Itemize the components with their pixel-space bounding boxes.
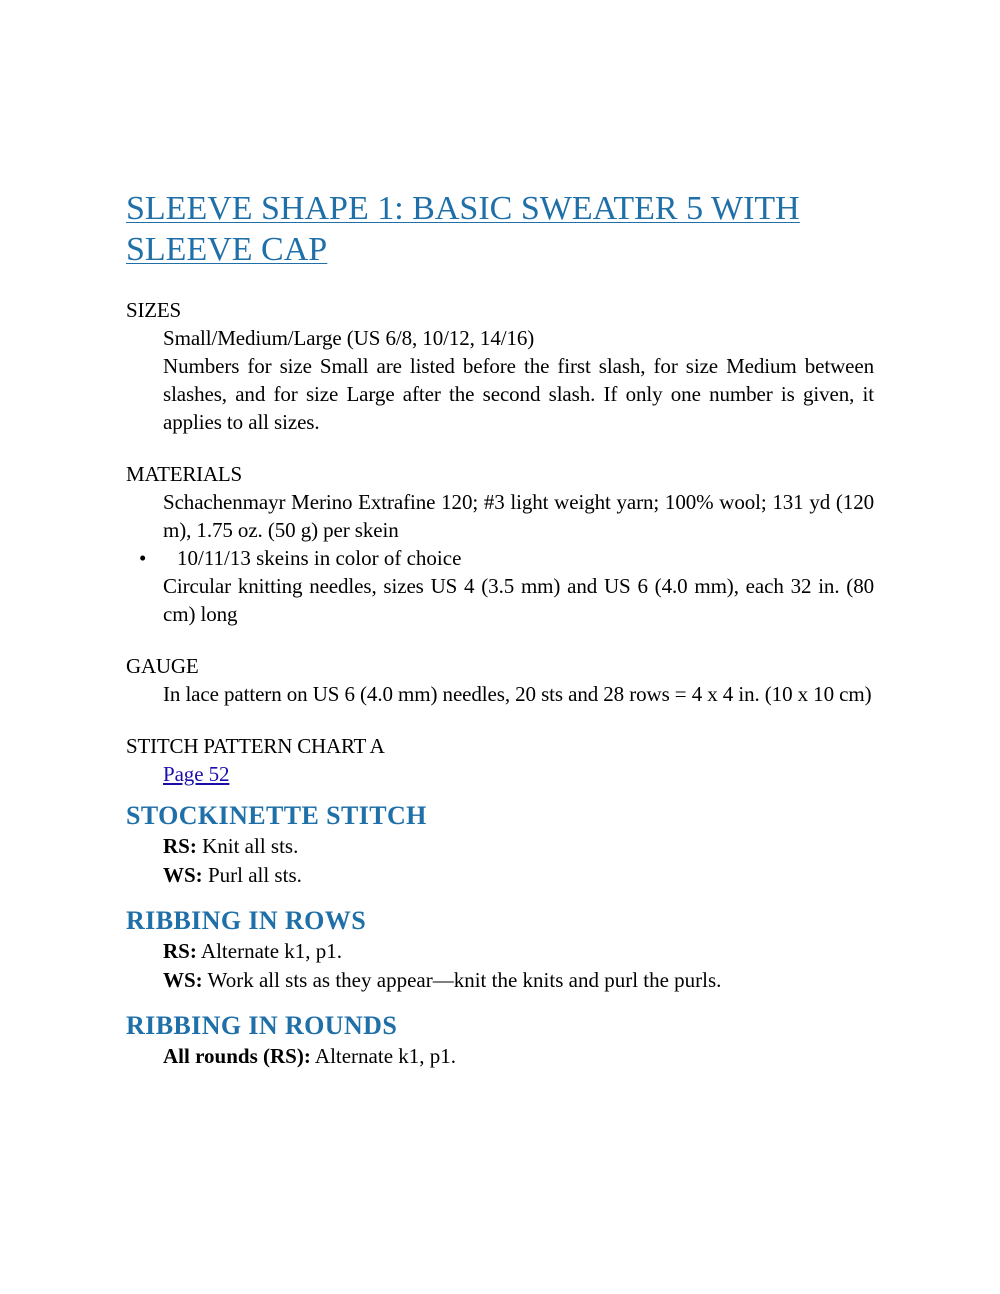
- sizes-section: [126, 296, 874, 436]
- chart-link-line: [163, 760, 874, 788]
- stockinette-heading: STOCKINETTE STITCH: [126, 801, 427, 830]
- sizes-range: Small/Medium/Large (US 6/8, 10/12, 14/16): [163, 326, 535, 350]
- document-page: [126, 188, 874, 1071]
- materials-yarn: Schachenmayr Merino Extrafine 120; #3 light weight yarn; 100% wool; 131 yd (120 m), 1.75 oz. (50 g) per skein: [163, 490, 874, 542]
- materials-bullet-item: [138, 544, 874, 572]
- ribbing-rows-heading: RIBBING IN ROWS: [126, 906, 367, 935]
- chart-page-link[interactable]: Page 52: [163, 762, 230, 786]
- chart-label: STITCH PATTERN CHART A: [126, 734, 385, 758]
- ribbing-rounds-all-text: Alternate k1, p1.: [310, 1044, 457, 1068]
- materials-skeins: 10/11/13 skeins in color of choice: [177, 546, 462, 570]
- ribbing-rows-ws-label: WS:: [163, 968, 203, 992]
- ribbing-rows-section: [126, 905, 874, 995]
- ribbing-rows-rs: [163, 937, 874, 966]
- stockinette-section: [126, 800, 874, 890]
- bullet-icon: •: [139, 546, 147, 570]
- sizes-explanation: Numbers for size Small are listed before the first slash, for size Medium between slashes, and for size Large after the second slash. If only one number is given, it applies to all sizes.: [163, 354, 874, 434]
- stockinette-rs: [163, 832, 874, 861]
- stockinette-ws-text: Purl all sts.: [202, 863, 302, 887]
- stockinette-ws: [163, 861, 874, 890]
- page-title[interactable]: [126, 188, 874, 270]
- chart-section: [126, 732, 874, 788]
- ribbing-rows-rs-label: RS:: [163, 939, 197, 963]
- materials-label: MATERIALS: [126, 462, 243, 486]
- stockinette-ws-label: WS:: [163, 863, 203, 887]
- ribbing-rows-rs-text: Alternate k1, p1.: [196, 939, 343, 963]
- ribbing-rounds-section: [126, 1010, 874, 1071]
- ribbing-rounds-heading: RIBBING IN ROUNDS: [126, 1011, 398, 1040]
- ribbing-rounds-all: [163, 1042, 874, 1071]
- materials-needles: Circular knitting needles, sizes US 4 (3.5 mm) and US 6 (4.0 mm), each 32 in. (80 cm) long: [163, 574, 874, 626]
- sizes-label: SIZES: [126, 298, 182, 322]
- materials-section: [126, 460, 874, 628]
- ribbing-rows-ws-text: Work all sts as they appear—knit the knits and purl the purls.: [202, 968, 722, 992]
- stockinette-rs-text: Knit all sts.: [196, 834, 299, 858]
- ribbing-rounds-all-label: All rounds (RS):: [163, 1044, 311, 1068]
- gauge-section: [126, 652, 874, 708]
- ribbing-rows-ws: [163, 966, 874, 995]
- gauge-text: In lace pattern on US 6 (4.0 mm) needles, 20 sts and 28 rows = 4 x 4 in. (10 x 10 cm): [163, 682, 872, 706]
- gauge-label: GAUGE: [126, 654, 199, 678]
- title-link[interactable]: SLEEVE SHAPE 1: BASIC SWEATER 5 WITH SLEEVE CAP: [126, 190, 800, 268]
- stockinette-rs-label: RS:: [163, 834, 197, 858]
